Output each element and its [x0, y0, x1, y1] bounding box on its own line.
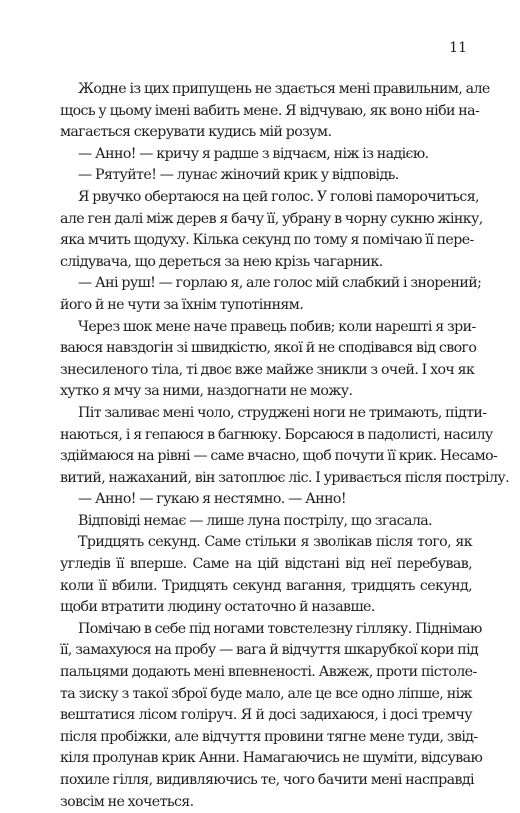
text-line: Через шок мене наче правець побив; коли нарешті я зри-	[78, 318, 476, 335]
text-line: — Анно! — гукаю я нестямно. — Анно!	[78, 491, 346, 508]
text-line: кіля пролунав крик Анни. Намагаючись не шуміти, відсуваю	[60, 750, 483, 767]
text-line: наються, і я гепаюся в багнюку. Борсаюся в падолисті, насилу	[60, 426, 493, 443]
text-line: вештатися лісом голіруч. Я й досі задихаюся, і досі тремчу	[60, 707, 472, 724]
paragraph	[60, 187, 483, 273]
text-line: — Рятуйте! — лунає жіночий крик у відповідь.	[78, 167, 399, 184]
text-line: яка мчить щодуху. Кілька секунд по тому я помічаю її пере-	[60, 232, 474, 249]
text-line: коли її вбили. Тридцять секунд вагання, тридцять секунд,	[60, 577, 472, 594]
text-line: — Ані руш! — горлаю я, але голос мій слабкий і знорений;	[78, 275, 482, 292]
text-line: Помічаю в себе під ногами товстелезну гілляку. Піднімаю	[78, 620, 482, 637]
text-line: після пробіжки, але відчуття провини тягне мене туди, звід-	[60, 728, 478, 745]
text-line: знесиленого тіла, ті двоє вже майже зникли з очей. І хоч як	[60, 361, 475, 378]
text-line: щось у цьому імені вабить мене. Я відчуваю, як воно ніби на-	[60, 102, 480, 119]
text-line: Тридцять секунд. Саме стільки я зволікав після того, як	[78, 534, 472, 551]
text-body	[60, 79, 510, 813]
paragraph	[60, 403, 510, 489]
page-number: 11	[449, 40, 467, 56]
text-line: витий, нажаханий, він затоплює ліс. І уривається після пострілу.	[60, 469, 510, 486]
text-line: — Анно! — кричу я радше з відчаєм, ніж із надією.	[78, 145, 429, 162]
text-line: щоби втратити людину остаточно й назавше.	[60, 599, 375, 616]
text-line: угледів її вперше. Саме на цій відстані від неї перебував,	[60, 556, 472, 573]
paragraph	[60, 489, 472, 511]
text-line: ваюся навздогін зі швидкістю, якої й не сподівався від свого	[60, 340, 477, 357]
text-line: та зиску з такої зброї буде мало, але це все одно ліпше, ніж	[60, 685, 472, 702]
paragraph	[60, 79, 490, 144]
text-line: його й не чути за їхнім тупотінням.	[60, 296, 304, 313]
text-line: але ген далі між дерев я бачу її, убрану в чорну сукню жінку,	[60, 210, 483, 227]
paragraph	[60, 273, 482, 316]
paragraph	[60, 165, 472, 187]
paragraph	[60, 532, 472, 618]
text-line: похиле гілля, видивляючись те, чого бачити мені насправді	[60, 772, 474, 788]
text-line: магається скерувати кудись мій розум.	[60, 124, 332, 141]
paragraph	[60, 511, 472, 533]
paragraph	[60, 144, 472, 166]
text-line: Жодне із цих припущень не здається мені правильним, але	[78, 81, 490, 97]
text-line: пальцями додають мені впевненості. Авжеж, проти пістоле-	[60, 664, 477, 681]
text-line: Я рвучко обертаюся на цей голос. У голові паморочиться,	[78, 188, 479, 205]
text-line: хутко я мчу за ними, наздогнати не можу.	[60, 383, 353, 400]
text-line: здіймаюся на рівні — саме вчасно, щоб почути її крик. Несамо-	[60, 448, 498, 465]
text-line: Відповіді немає — лише луна пострілу, що згасала.	[78, 512, 433, 529]
text-line: Піт заливає мені чоло, струджені ноги не тримають, підти-	[78, 404, 487, 421]
paragraph	[60, 317, 477, 403]
text-line: її, замахуюся на пробу — вага й відчуття шкарубкої кори під	[60, 642, 479, 659]
text-line: зовсім не хочеться.	[60, 793, 194, 810]
text-line: слідувача, що дереться за нею крізь чагарник.	[60, 253, 383, 270]
paragraph	[60, 619, 483, 813]
